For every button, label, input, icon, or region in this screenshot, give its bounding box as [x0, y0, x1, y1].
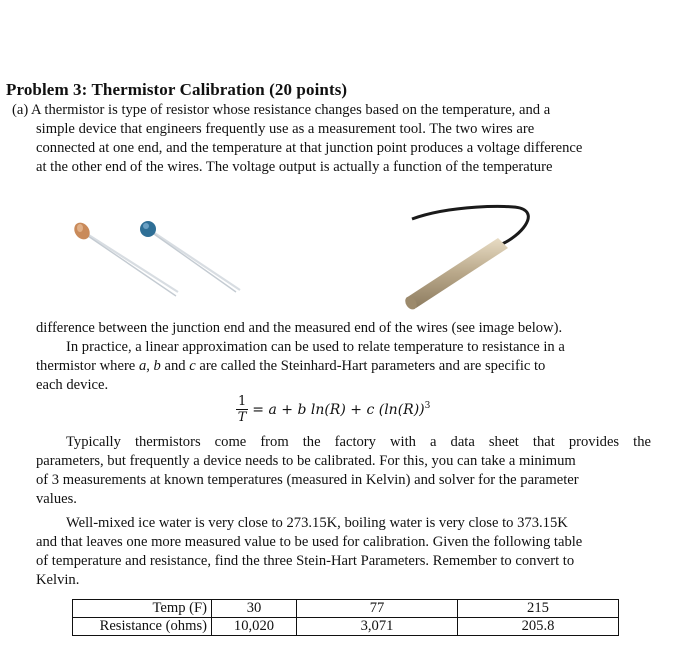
- thermistor-figure: [0, 0, 700, 320]
- text-run: thermistor where: [36, 358, 139, 374]
- paragraph-c-line: values.: [36, 491, 77, 507]
- equation-rhs: = a + b ln(R) + c (ln(R)): [252, 401, 425, 418]
- table-row-header: Temp (F): [73, 600, 212, 618]
- table-row-header: Resistance (ohms): [73, 618, 212, 636]
- problem-title: Problem 3: Thermistor Calibration (20 points): [6, 80, 348, 99]
- paragraph-d-line: of temperature and resistance, find the three Stein-Hart Parameters. Remember to convert to: [36, 553, 575, 569]
- paragraph-b-line: [36, 357, 650, 376]
- table-cell: 215: [458, 600, 619, 618]
- table-cell: 205.8: [458, 618, 619, 636]
- table-cell: 77: [297, 600, 458, 618]
- thermistor-probe-image: [403, 206, 528, 311]
- paragraph-d-line: and that leaves one more measured value to be used for calibration. Given the following table: [36, 534, 583, 550]
- table-row: [73, 618, 619, 636]
- table-cell: 10,020: [212, 618, 297, 636]
- paragraph-b-line: each device.: [36, 377, 109, 393]
- text-run: and: [160, 358, 190, 374]
- paragraph-a-line: simple device that engineers frequently use as a measurement tool. The two wires are: [36, 121, 535, 137]
- equation-fraction: [236, 394, 248, 425]
- paragraph-a-line: (a) A thermistor is type of resistor whose resistance changes based on the temperature, and a: [12, 102, 551, 118]
- equation-exponent: 3: [424, 400, 431, 411]
- paragraph-c-line: Typically thermistors come from the factory with a data sheet that provides the: [66, 434, 651, 450]
- table-row: [73, 600, 619, 618]
- thermistor-beads-image: [71, 220, 240, 296]
- table-cell: 30: [212, 600, 297, 618]
- variable-a: a: [138, 358, 147, 374]
- paragraph-a-line: at the other end of the wires. The voltage output is actually a function of the temperature: [36, 159, 553, 175]
- variable-c: c: [189, 358, 196, 374]
- text-run: are called the Steinhard-Hart parameters and are specific to: [195, 358, 546, 374]
- steinhart-hart-equation: [236, 394, 430, 425]
- paragraph-b: [36, 319, 650, 395]
- paragraph-c-line: parameters, but frequently a device needs to be calibrated. For this, you can take a minimum: [36, 453, 576, 469]
- paragraph-a-line: connected at one end, and the temperature at that junction point produces a voltage difference: [36, 140, 583, 156]
- paragraph-d-line: Kelvin.: [36, 572, 80, 588]
- paragraph-c: [36, 433, 651, 509]
- equation-numerator: 1: [238, 394, 247, 409]
- equation-denominator: T: [237, 410, 247, 425]
- paragraph-d: [36, 514, 651, 590]
- paragraph-b-line: In practice, a linear approximation can be used to relate temperature to resistance in a: [66, 339, 565, 355]
- paragraph-c-line: of 3 measurements at known temperatures (measured in Kelvin) and solver for the parameter: [36, 472, 579, 488]
- text-run: ,: [146, 358, 154, 374]
- paragraph-d-line: Well-mixed ice water is very close to 273.15K, boiling water is very close to 373.15K: [66, 515, 568, 531]
- variable-b: b: [153, 358, 161, 374]
- paragraph-b-line: difference between the junction end and the measured end of the wires (see image below).: [36, 320, 563, 336]
- table-cell: 3,071: [297, 618, 458, 636]
- temperature-resistance-table: [72, 599, 619, 636]
